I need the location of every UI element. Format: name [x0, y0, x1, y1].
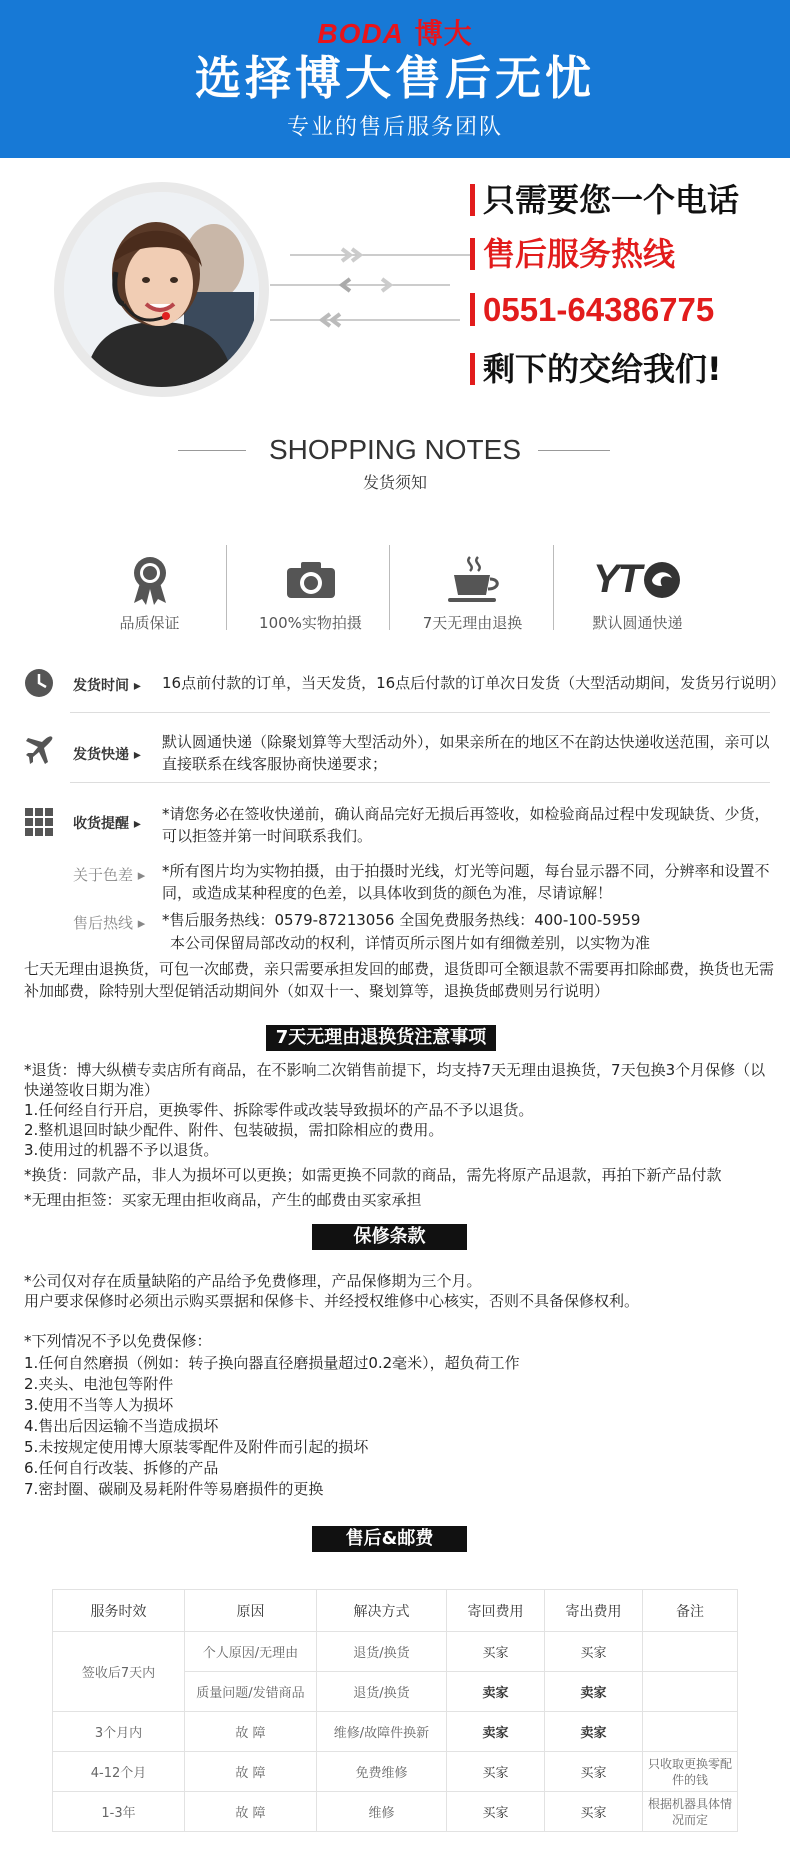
- return-note-line: 快递签收日期为准）: [24, 1081, 160, 1099]
- table-row: [53, 1792, 738, 1832]
- slogan-one-call: 只需要您一个电话: [470, 184, 739, 216]
- clock-icon: [24, 668, 54, 702]
- slogan-leave-rest: 剩下的交给我们!: [470, 353, 722, 385]
- divider: [70, 782, 770, 783]
- table-header: 寄回费用: [447, 1590, 545, 1632]
- table-cell: 退货/换货: [317, 1672, 447, 1712]
- table-cell: 免费维修: [317, 1752, 447, 1792]
- table-cell: 买家: [447, 1752, 545, 1792]
- table-cell: 卖家: [545, 1672, 643, 1712]
- feature-yto-express: [555, 552, 720, 633]
- table-row: [53, 1752, 738, 1792]
- table-cell: 根据机器具体情况而定: [643, 1792, 738, 1832]
- yto-logo-text: YT: [592, 557, 641, 601]
- yto-logo-icon: [555, 552, 720, 607]
- info-label-color-diff: 关于色差 ▸: [73, 866, 146, 884]
- feature-label: 7天无理由退换: [422, 614, 523, 632]
- return-note-line: *换货：同款产品，非人为损坏可以更换；如需更换不同款的商品，需先将原产品退款，再拍下新产品付款: [24, 1166, 722, 1184]
- warranty-line: 7.密封圈、碳刷及易耗附件等易磨损件的更换: [24, 1480, 324, 1498]
- return-policy-paragraph: 七天无理由退换货，可包一次邮费，亲只需要承担发回的邮费，退货即可全额退款不需要再扣除邮费，换货也无需补加邮费，除特别大型促销活动期间外（如双十一、聚划算等，退换货邮费则另行说明）: [24, 960, 775, 1000]
- warranty-line: *公司仅对存在质量缺陷的产品给予免费修理，产品保修期为三个月。: [24, 1272, 482, 1290]
- table-cell: 卖家: [447, 1672, 545, 1712]
- table-cell: 维修/故障件换新: [317, 1712, 447, 1752]
- table-cell: 买家: [545, 1632, 643, 1672]
- table-cell: 买家: [447, 1632, 545, 1672]
- table-row: [53, 1632, 738, 1672]
- table-cell: 故 障: [185, 1712, 317, 1752]
- info-text-courier: 默认圆通快递（除聚划算等大型活动外），如果亲所在的地区不在韵达快递收送范围，亲可以直接联系在线客服协商快递要求；: [162, 733, 770, 773]
- table-row: [53, 1712, 738, 1752]
- shopping-notes-subtitle: 发货须知: [362, 473, 427, 492]
- shopping-notes-title: SHOPPING NOTES: [268, 434, 522, 465]
- table-cell: 维修: [317, 1792, 447, 1832]
- rights-note: 本公司保留局部改动的权利，详情页所示图片如有细微差别，以实物为准: [170, 934, 651, 952]
- section-aftersale-fee-title: 售后&邮费: [312, 1526, 467, 1552]
- return-note-line: 3.使用过的机器不予以退货。: [24, 1141, 219, 1159]
- table-cell: 买家: [545, 1792, 643, 1832]
- slogan-phone-number[interactable]: 0551-64386775: [470, 293, 714, 326]
- section-return-notes-title: 7天无理由退换货注意事项: [266, 1025, 496, 1051]
- table-header: 寄出费用: [545, 1590, 643, 1632]
- info-text-hotline: *售后服务热线：0579-87213056 全国免费服务热线：400-100-5959: [162, 911, 641, 929]
- brand-logo-cn: 博大: [414, 17, 473, 50]
- table-header-row: [53, 1590, 738, 1632]
- aftersale-fee-table: [52, 1589, 738, 1832]
- table-cell: 故 障: [185, 1792, 317, 1832]
- divider: [70, 712, 770, 713]
- table-cell: 个人原因/无理由: [185, 1632, 317, 1672]
- warranty-line: 2.夹头、电池包等附件: [24, 1375, 174, 1393]
- warranty-line: 3.使用不当等人为损坏: [24, 1396, 174, 1414]
- table-cell: [643, 1712, 738, 1752]
- table-cell: 故 障: [185, 1752, 317, 1792]
- info-text-receipt: *请您务必在签收快递前，确认商品完好无损后再签收，如检验商品过程中发现缺货、少货，可以拒签并第一时间联系我们。: [162, 805, 770, 845]
- feature-label: 品质保证: [119, 614, 180, 632]
- table-cell: [643, 1632, 738, 1672]
- table-header: 服务时效: [53, 1590, 185, 1632]
- warranty-line: 4.售出后因运输不当造成损坏: [24, 1417, 219, 1435]
- divider: [553, 545, 554, 630]
- feature-7day-return: [390, 552, 555, 633]
- table-cell: 买家: [545, 1752, 643, 1792]
- return-note-line: *退货：博大纵横专卖店所有商品，在不影响二次销售前提下，均支持7天无理由退换货，7天包换3个月保修（以: [24, 1061, 766, 1079]
- table-cell: 签收后7天内: [53, 1632, 185, 1712]
- info-label-ship-time: 发货时间 ▸: [73, 678, 141, 694]
- table-cell: [643, 1672, 738, 1712]
- feature-real-photo: [228, 552, 393, 633]
- info-text-ship-time: 16点前付款的订单，当天发货，16点后付款的订单次日发货（大型活动期间，发货另行说明）: [162, 674, 786, 692]
- decorative-arrows: [270, 245, 470, 335]
- info-label-receipt: 收货提醒 ▸: [73, 816, 141, 832]
- header-subtitle: 专业的售后服务团队: [286, 115, 503, 140]
- brand-logo-latin: BODA: [317, 18, 404, 49]
- feature-label: 默认圆通快递: [592, 614, 683, 632]
- divider: [226, 545, 227, 630]
- header-banner: [0, 0, 790, 158]
- warranty-line: 1.任何自然磨损（例如：转子换向器直径磨损量超过0.2毫米），超负荷工作: [24, 1354, 520, 1372]
- airplane-icon: [24, 734, 56, 770]
- table-cell: 质量问题/发错商品: [185, 1672, 317, 1712]
- header-title: 选择博大售后无忧: [195, 51, 595, 105]
- table-cell: 买家: [447, 1792, 545, 1832]
- return-note-line: 2.整机退回时缺少配件、附件、包装破损，需扣除相应的费用。: [24, 1121, 444, 1139]
- award-ribbon-icon: [67, 552, 232, 607]
- feature-label: 100%实物拍摄: [259, 614, 362, 632]
- return-note-line: 1.任何经自行开启，更换零件、拆除零件或改装导致损坏的产品不予以退货。: [24, 1101, 534, 1119]
- section-warranty-title: 保修条款: [312, 1224, 467, 1250]
- warranty-line: *下列情况不予以免费保修：: [24, 1332, 212, 1350]
- slogan-hotline-title: 售后服务热线: [470, 238, 675, 270]
- table-header: 原因: [185, 1590, 317, 1632]
- info-label-courier: 发货快递 ▸: [73, 747, 141, 763]
- table-header: 解决方式: [317, 1590, 447, 1632]
- table-cell: 只收取更换零配件的钱: [643, 1752, 738, 1792]
- table-cell: 卖家: [545, 1712, 643, 1752]
- warranty-line: 用户要求保修时必须出示购买票据和保修卡、并经授权维修中心核实，否则不具备保修权利。: [24, 1292, 640, 1310]
- table-cell: 卖家: [447, 1712, 545, 1752]
- warranty-line: 5.未按规定使用博大原装零配件及附件而引起的损坏: [24, 1438, 369, 1456]
- table-header: 备注: [643, 1590, 738, 1632]
- table-cell: 4-12个月: [53, 1752, 185, 1792]
- table-cell: 1-3年: [53, 1792, 185, 1832]
- info-label-hotline: 售后热线 ▸: [73, 914, 146, 932]
- feature-quality: [67, 552, 232, 633]
- warranty-line: 6.任何自行改装、拆修的产品: [24, 1459, 219, 1477]
- camera-icon: [228, 552, 393, 607]
- return-note-line: *无理由拒签：买家无理由拒收商品，产生的邮费由买家承担: [24, 1191, 422, 1209]
- table-cell: 退货/换货: [317, 1632, 447, 1672]
- info-text-color-diff: *所有图片均为实物拍摄，由于拍摄时光线，灯光等问题，每台显示器不同，分辨率和设置不同，或造成某种程度的色差，以具体收到货的颜色为准，尽请谅解！: [162, 862, 770, 902]
- table-cell: 3个月内: [53, 1712, 185, 1752]
- customer-service-avatar: [54, 182, 269, 397]
- coffee-cup-icon: [390, 552, 555, 607]
- grid-icon: [24, 807, 54, 841]
